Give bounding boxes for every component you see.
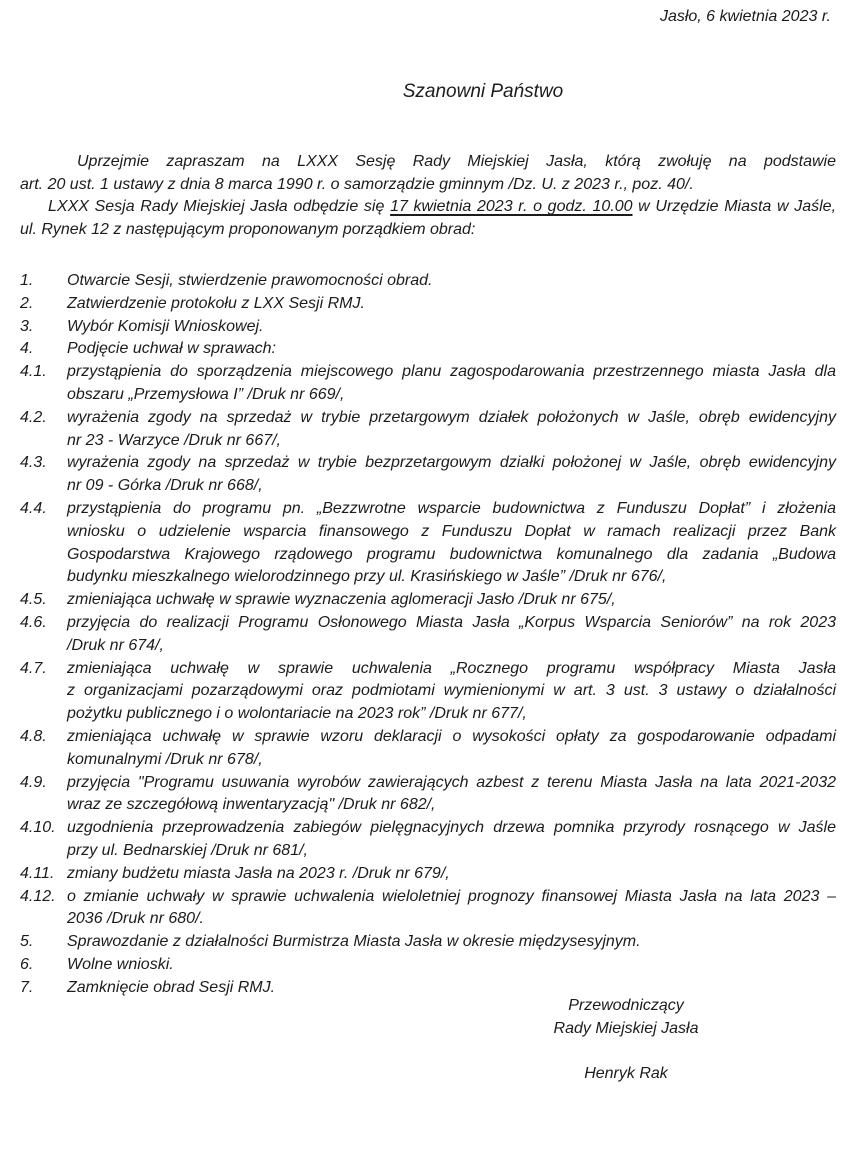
agenda-item-number: 3. (20, 317, 34, 335)
agenda-item-number: 4.8. (20, 727, 47, 745)
agenda-item-number: 4.1. (20, 363, 47, 381)
agenda-item-number: 6. (20, 955, 34, 973)
intro-paragraphs (20, 151, 836, 241)
agenda-item-line: Podjęcie uchwał w sprawach: (67, 340, 276, 358)
agenda-item-line: uzgodnienia przeprowadzenia zabiegów pielęgnacyjnych drzewa pomnika przyrody rosnącego w Jaśle (67, 819, 836, 837)
agenda-item-number: 4.4. (20, 499, 47, 517)
agenda-item (20, 270, 836, 293)
agenda-item-number: 4.7. (20, 659, 47, 677)
agenda-item (20, 452, 836, 498)
agenda-item (20, 954, 836, 977)
agenda-item-line: nr 23 - Warzyce /Druk nr 667/, (67, 431, 281, 449)
agenda-item (20, 658, 836, 726)
agenda-item-line: komunalnymi /Druk nr 678/, (67, 750, 263, 768)
agenda-item-line: przyjęcia "Programu usuwania wyrobów zawierających azbest z terenu Miasta Jasła na lata 2021-2032 (67, 773, 836, 791)
agenda-item (20, 407, 836, 453)
agenda-item-number: 4.9. (20, 773, 47, 791)
agenda-item-number: 4.12. (20, 887, 56, 905)
agenda-item-line: /Druk nr 674/, (67, 636, 164, 654)
agenda-item-line: nr 09 - Górka /Druk nr 668/, (67, 477, 263, 495)
agenda-item-line: wyrażenia zgody na sprzedaż w trybie bezprzetargowym działki położonej w Jaśle, obręb ewidencyjny (67, 454, 836, 472)
agenda-item-line: Wolne wnioski. (67, 955, 174, 973)
intro-line: art. 20 ust. 1 ustawy z dnia 8 marca 1990 r. o samorządzie gminnym /Dz. U. z 2023 r., poz. 40/. (20, 175, 694, 193)
agenda-item (20, 817, 836, 863)
agenda-item-number: 4.10. (20, 819, 56, 837)
agenda-list (20, 270, 836, 1000)
agenda-item-line: wyrażenia zgody na sprzedaż w trybie przetargowym działek położonych w Jaśle, obręb ewidencyjny (67, 408, 836, 426)
session-datetime-underlined: 17 kwietnia 2023 r. o godz. 10.00 (390, 198, 633, 216)
agenda-item-line: wniosku o udzielenie wsparcia finansowego z Funduszu Dopłat w ramach realizacji przez Bank (67, 522, 836, 540)
dateline: Jasło, 6 kwietnia 2023 r. (659, 8, 831, 25)
intro-line (20, 196, 836, 219)
agenda-item-number: 7. (20, 978, 34, 996)
agenda-item-line: przyjęcia do realizacji Programu Osłonowego Miasta Jasła „Korpus Wsparcia Seniorów” na rok 2023 (67, 613, 836, 631)
agenda-item-number: 4.5. (20, 591, 47, 609)
agenda-item-line: Zamknięcie obrad Sesji RMJ. (67, 978, 276, 996)
signature-name: Henryk Rak (584, 1065, 668, 1082)
agenda-item-line: Sprawozdanie z działalności Burmistrza Miasta Jasła w okresie międzysesyjnym. (67, 933, 641, 951)
agenda-item-number: 4.11. (20, 864, 55, 882)
agenda-item (20, 772, 836, 818)
agenda-item-number: 5. (20, 933, 34, 951)
agenda-item (20, 612, 836, 658)
agenda-item-line: zmieniająca uchwałę w sprawie uchwalenia „Rocznego programu współpracy Miasta Jasła (67, 659, 836, 677)
agenda-item-line: zmiany budżetu miasta Jasła na 2023 r. /Druk nr 679/, (67, 864, 450, 882)
agenda-item-number: 2. (20, 294, 34, 312)
salutation: Szanowni Państwo (402, 81, 564, 102)
agenda-item (20, 361, 836, 407)
agenda-item-line: 2036 /Druk nr 680/. (67, 910, 204, 928)
agenda-item (20, 886, 836, 932)
signature-title-line: Rady Miejskiej Jasła (553, 1019, 699, 1037)
intro-line-segment: w Urzędzie Miasta w Jaśle, (632, 198, 837, 216)
agenda-item-line: zmieniająca uchwałę w sprawie wyznaczenia aglomeracji Jasło /Druk nr 675/, (67, 591, 616, 609)
agenda-item (20, 931, 836, 954)
intro-line: ul. Rynek 12 z następującym proponowanym porządkiem obrad: (20, 220, 476, 238)
intro-line-segment: LXXX Sesja Rady Miejskiej Jasła odbędzie się (48, 198, 391, 216)
agenda-item-number: 4. (20, 340, 34, 358)
agenda-item (20, 293, 836, 316)
agenda-item-line: budynku mieszkalnego wielorodzinnego przy ul. Krasińskiego w Jaśle” /Druk nr 676/, (67, 568, 667, 586)
agenda-item (20, 316, 836, 339)
agenda-item-line: obszaru „Przemysłowa I” /Druk nr 669/, (67, 385, 345, 403)
agenda-item-line: wraz ze szczegółową inwentaryzacją" /Druk nr 682/, (67, 796, 436, 814)
agenda-item-number: 1. (20, 272, 34, 289)
agenda-item (20, 726, 836, 772)
agenda-item (20, 338, 836, 361)
agenda-item-line: przy ul. Bednarskiej /Druk nr 681/, (67, 841, 308, 859)
agenda-item-line: przystąpienia do sporządzenia miejscowego planu zagospodarowania przestrzennego miasta Jasła dla (67, 363, 836, 381)
intro-line: Uprzejmie zapraszam na LXXX Sesję Rady Miejskiej Jasła, którą zwołuję na podstawie (77, 153, 836, 170)
agenda-item (20, 863, 836, 886)
agenda-item-line: przystąpienia do programu pn. „Bezzwrotne wsparcie budownictwa z Funduszu Dopłat” i złożenia (67, 499, 836, 517)
agenda-item-line: Gospodarstwa Krajowego rządowego programu budownictwa komunalnego dla zadania „Budowa (67, 545, 836, 563)
agenda-item-line: pożytku publicznego i o wolontariacie na 2023 rok” /Druk nr 677/, (67, 705, 527, 723)
agenda-item-number: 4.3. (20, 454, 47, 472)
agenda-item-number: 4.6. (20, 613, 47, 631)
signature-block (476, 995, 776, 1086)
agenda-item-line: z organizacjami pozarządowymi oraz podmiotami wymienionymi w art. 3 ust. 3 ustawy o działalności (67, 682, 836, 700)
agenda-item-line: Zatwierdzenie protokołu z LXX Sesji RMJ. (67, 294, 365, 312)
agenda-item (20, 589, 836, 612)
agenda-item-line: o zmianie uchwały w sprawie uchwalenia wieloletniej prognozy finansowej Miasta Jasła na lata 2023 – (67, 887, 836, 905)
agenda-item-line: Otwarcie Sesji, stwierdzenie prawomocności obrad. (67, 272, 433, 289)
agenda-item-line: zmieniająca uchwałę w sprawie wzoru deklaracji o wysokości opłaty za gospodarowanie odpadami (67, 727, 836, 745)
agenda-item-line: Wybór Komisji Wnioskowej. (67, 317, 264, 335)
signature-title-line: Przewodniczący (568, 997, 684, 1014)
agenda-item (20, 498, 836, 589)
agenda-item-number: 4.2. (20, 408, 47, 426)
